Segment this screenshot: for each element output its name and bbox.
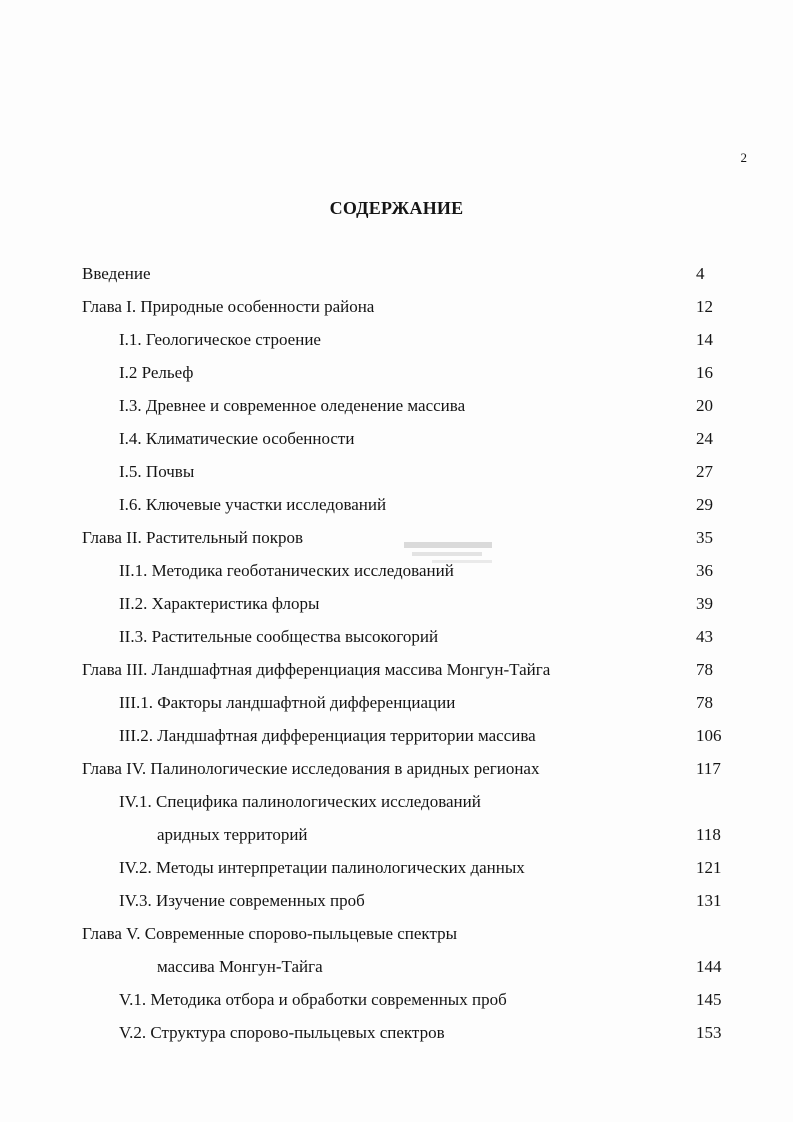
toc-entry-page: 14 xyxy=(696,330,713,349)
toc-entry xyxy=(82,722,742,755)
toc-entry-page: 20 xyxy=(696,396,713,415)
toc-entry xyxy=(82,821,742,854)
toc-entry-label: II.3. Растительные сообщества высокогорий xyxy=(119,627,439,646)
toc-entry-label: I.4. Климатические особенности xyxy=(119,429,355,448)
toc-entry-label: II.2. Характеристика флоры xyxy=(119,594,320,613)
toc-entry-label: Глава V. Современные спорово-пыльцевые спектры xyxy=(82,924,458,943)
table-of-contents xyxy=(82,260,742,1052)
toc-entry xyxy=(82,623,742,656)
toc-entry xyxy=(82,788,742,821)
toc-entry-page: 39 xyxy=(696,594,713,613)
toc-entry xyxy=(82,260,742,293)
toc-entry-page: 35 xyxy=(696,528,713,547)
toc-entry-label: I.2 Рельеф xyxy=(119,363,194,382)
toc-entry-page: 106 xyxy=(696,726,722,745)
toc-entry-page: 117 xyxy=(696,759,721,778)
toc-entry xyxy=(82,425,742,458)
toc-entry xyxy=(82,887,742,920)
toc-entry xyxy=(82,986,742,1019)
page-number: 2 xyxy=(740,150,747,165)
toc-entry-label: I.1. Геологическое строение xyxy=(119,330,321,349)
toc-entry-label: I.5. Почвы xyxy=(119,462,195,481)
toc-entry-label: Глава IV. Палинологические исследования в аридных регионах xyxy=(82,759,540,778)
toc-entry-page: 145 xyxy=(696,990,722,1009)
toc-entry xyxy=(82,953,742,986)
toc-entry-page: 78 xyxy=(696,660,713,679)
toc-entry-label: IV.2. Методы интерпретации палинологических данных xyxy=(119,858,525,877)
toc-entry-label: аридных территорий xyxy=(157,825,308,844)
toc-entry-label: Введение xyxy=(82,264,151,283)
toc-entry-label: V.1. Методика отбора и обработки современных проб xyxy=(119,990,507,1009)
toc-entry xyxy=(82,326,742,359)
toc-entry-page: 12 xyxy=(696,297,713,316)
toc-entry-page: 78 xyxy=(696,693,713,712)
toc-entry xyxy=(82,557,742,590)
toc-entry-page: 121 xyxy=(696,858,722,877)
toc-entry xyxy=(82,854,742,887)
toc-entry-label: IV.1. Специфика палинологических исследований xyxy=(119,792,481,811)
toc-entry xyxy=(82,1019,742,1052)
toc-entry-page: 118 xyxy=(696,825,721,844)
toc-entry-page: 36 xyxy=(696,561,713,580)
toc-entry-page: 29 xyxy=(696,495,713,514)
toc-entry-label: V.2. Структура спорово-пыльцевых спектров xyxy=(119,1023,445,1042)
toc-entry xyxy=(82,359,742,392)
toc-entry xyxy=(82,293,742,326)
toc-entry xyxy=(82,458,742,491)
toc-entry xyxy=(82,689,742,722)
toc-entry xyxy=(82,920,742,953)
toc-entry-label: массива Монгун-Тайга xyxy=(157,957,323,976)
toc-entry xyxy=(82,755,742,788)
toc-entry xyxy=(82,392,742,425)
toc-entry-label: IV.3. Изучение современных проб xyxy=(119,891,365,910)
toc-entry xyxy=(82,656,742,689)
toc-entry-page: 43 xyxy=(696,627,713,646)
toc-entry-page: 4 xyxy=(696,264,705,283)
toc-entry-page: 24 xyxy=(696,429,713,448)
toc-entry xyxy=(82,590,742,623)
toc-entry-label: Глава I. Природные особенности района xyxy=(82,297,375,316)
toc-entry-label: III.2. Ландшафтная дифференциация территории массива xyxy=(119,726,536,745)
toc-entry-page: 153 xyxy=(696,1023,722,1042)
toc-entry-label: Глава II. Растительный покров xyxy=(82,528,304,547)
toc-entry-label: I.6. Ключевые участки исследований xyxy=(119,495,387,514)
toc-entry-label: I.3. Древнее и современное оледенение массива xyxy=(119,396,466,415)
toc-entry-page: 27 xyxy=(696,462,713,481)
toc-entry-label: III.1. Факторы ландшафтной дифференциации xyxy=(119,693,456,712)
toc-entry-label: Глава III. Ландшафтная дифференциация массива Монгун-Тайга xyxy=(82,660,551,679)
toc-entry xyxy=(82,491,742,524)
toc-entry-page: 16 xyxy=(696,363,713,382)
toc-entry xyxy=(82,524,742,557)
toc-entry-label: II.1. Методика геоботанических исследований xyxy=(119,561,454,580)
toc-entry-page: 131 xyxy=(696,891,722,910)
toc-entry-page: 144 xyxy=(696,957,722,976)
page-title: СОДЕРЖАНИЕ xyxy=(329,198,464,218)
